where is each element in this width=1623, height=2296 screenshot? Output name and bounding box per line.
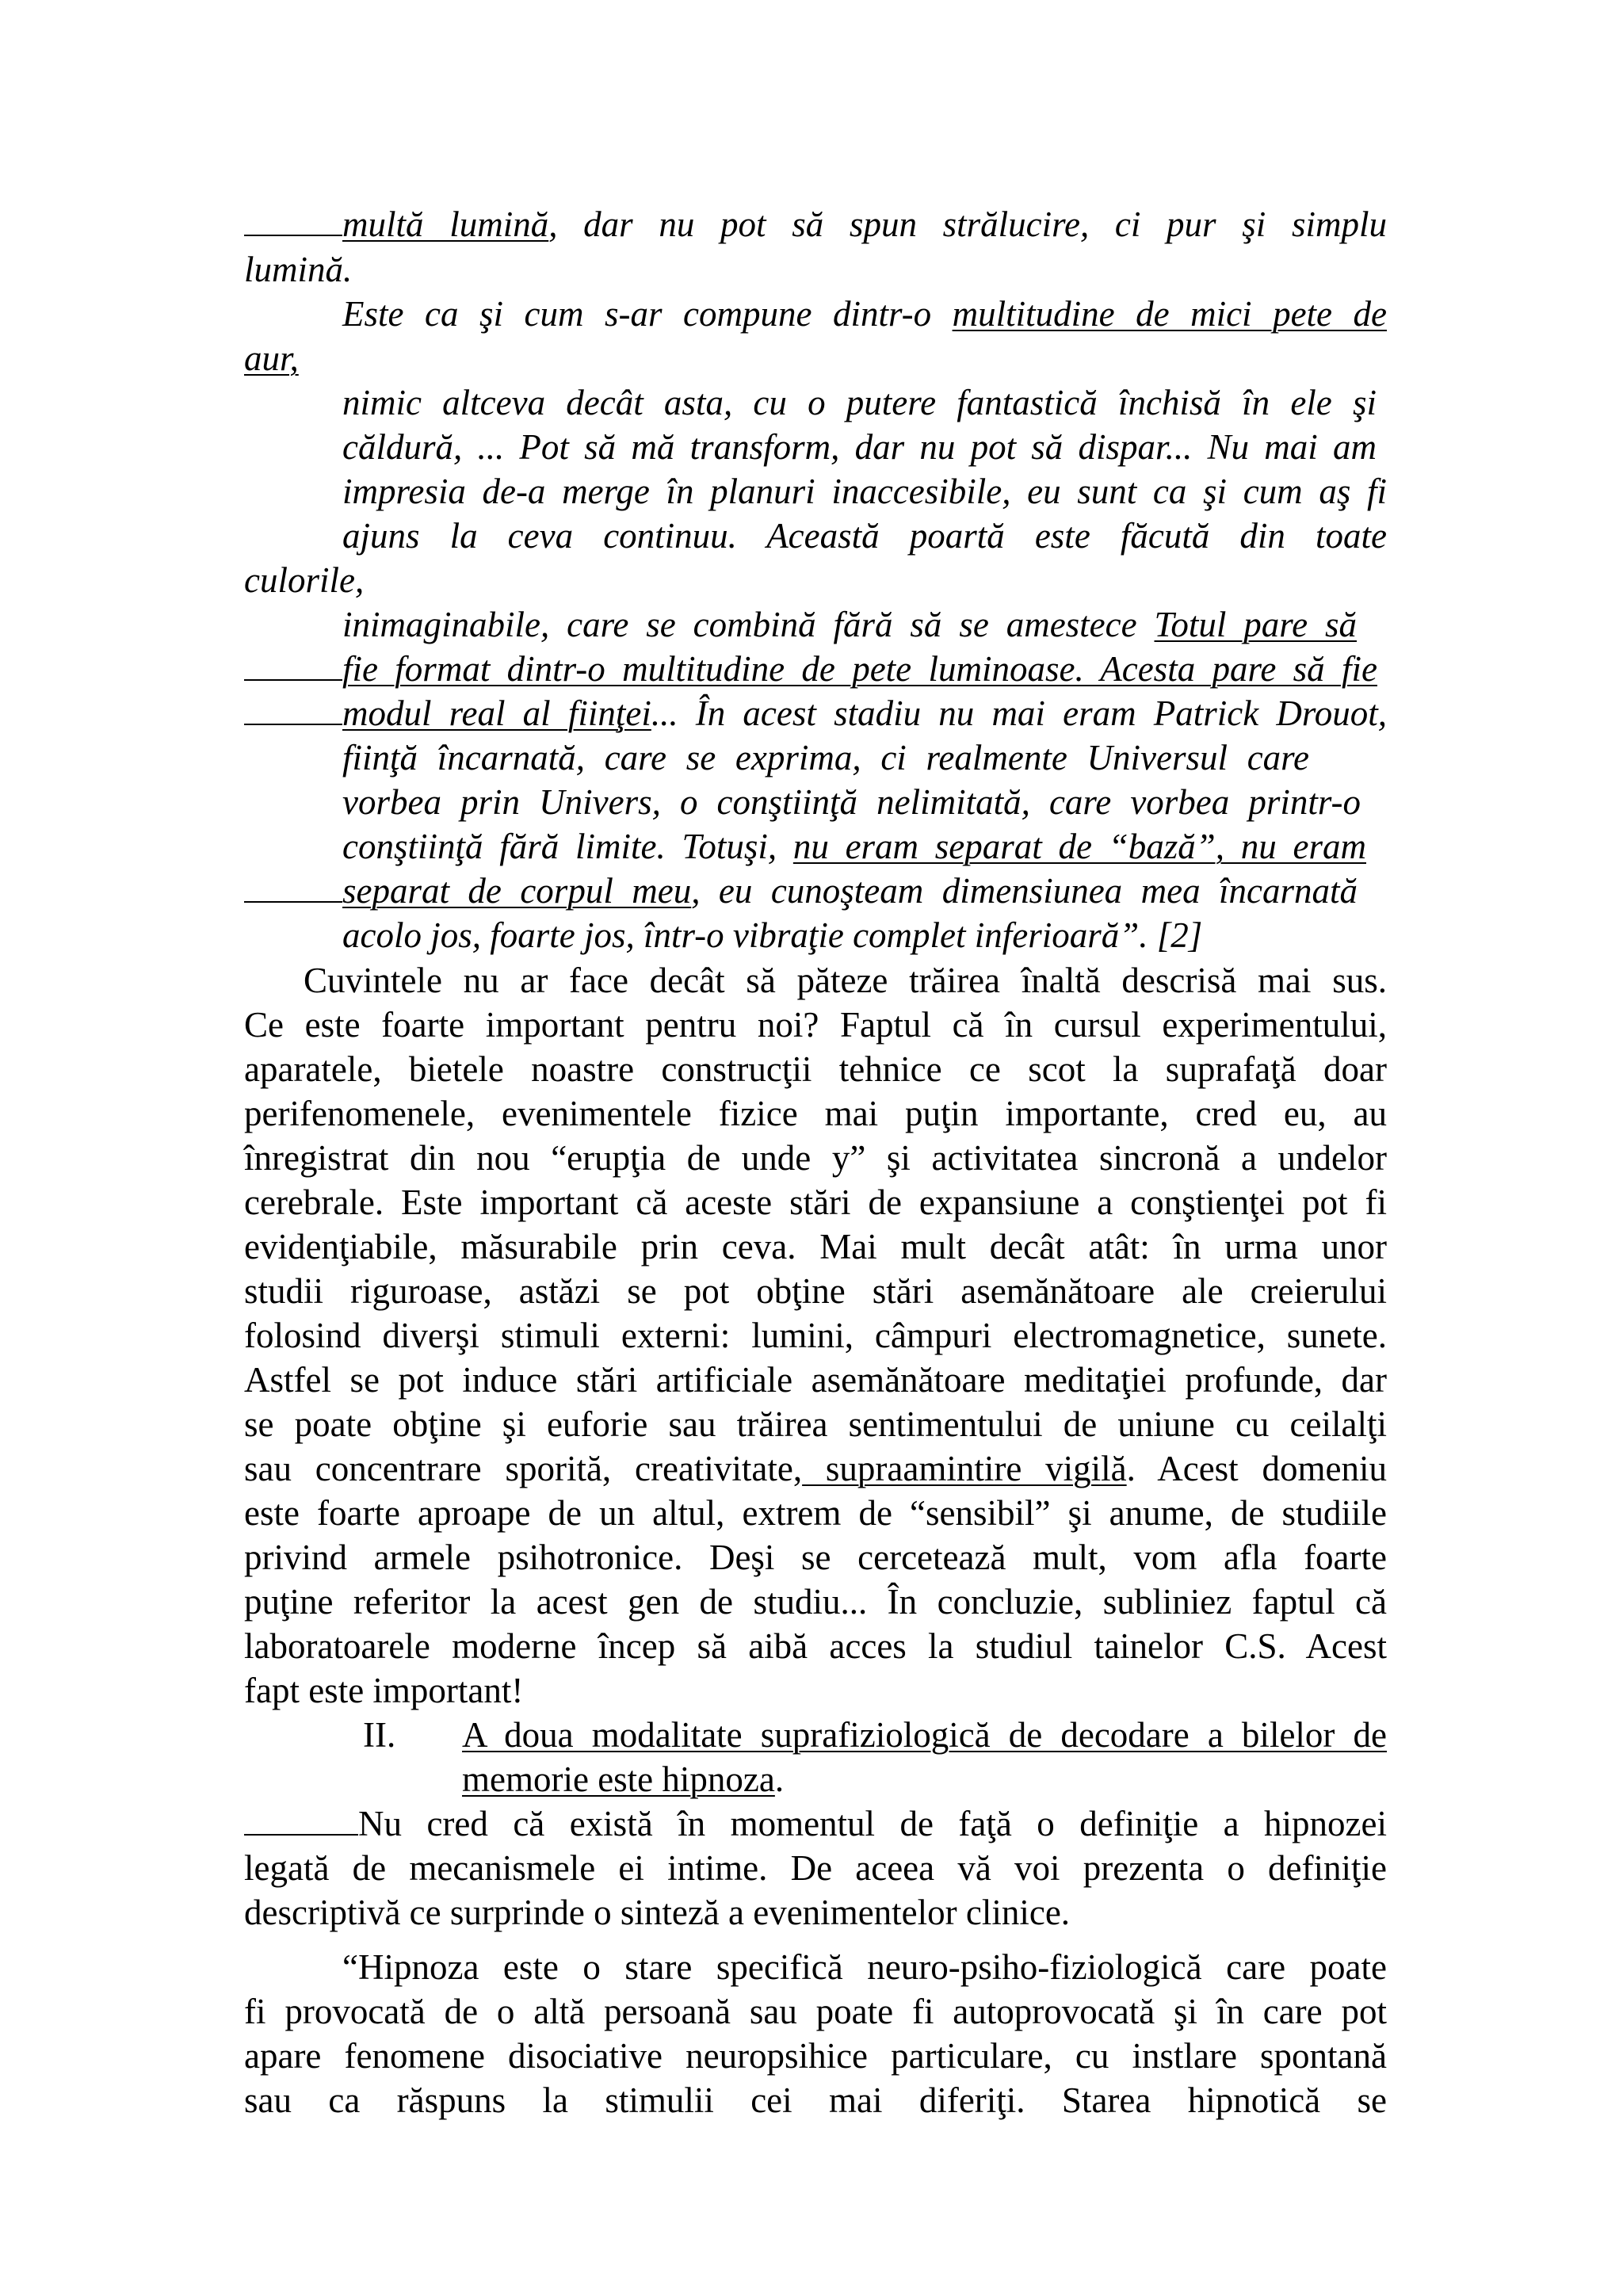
quote-line-5: nimic altceva decât asta, cu o putere fantastică închisă în ele şi [342, 383, 1377, 422]
quote-line-14: vorbea prin Univers, o conştiinţă nelimitată, care vorbea printr-o [342, 782, 1361, 822]
indent-rule [244, 724, 342, 725]
quote-line-16: separat de corpul meu, eu cunoşteam dimensiunea mea încarnată [244, 870, 1358, 911]
para2-line-3: descriptivă ce surprinde o sinteză a evenimentelor clinice. [244, 1893, 1071, 1932]
text-underline: supraamintire vigilă [802, 1449, 1127, 1488]
quote-line-3: Este ca şi cum s-ar compune dintr-o multitudine de mici pete de [342, 294, 1387, 334]
quote-line-10: inimaginabile, care se combină fără să se amestece Totul pare să [342, 605, 1357, 644]
para1-line-2: Ce este foarte important pentru noi? Faptul că în cursul experimentului, [244, 1005, 1387, 1045]
para1-line-14: privind armele psihotronice. Deşi se cercetează mult, vom afla foarte [244, 1538, 1387, 1577]
section-heading-line-1: A doua modalitate suprafiziologică de decodare a bilelor de [462, 1715, 1387, 1755]
quote-line-17: acolo jos, foarte jos, într-o vibraţie complet inferioară”. [2] [342, 915, 1203, 955]
indent-rule [244, 235, 342, 236]
para1-line-17: fapt este important! [244, 1671, 524, 1710]
para1-line-6: cerebrale. Este important că aceste stări de expansiune a conştienţei pot fi [244, 1182, 1387, 1222]
quote-underline: separat de corpul meu [342, 871, 692, 911]
quote-underline: multă lumină [342, 204, 549, 244]
para2-line-1: Nu cred că există în momentul de faţă o definiţie a hipnozei [244, 1803, 1387, 1844]
para3-line-3: apare fenomene disociative neuropsihice particulare, cu instlare spontană [244, 2036, 1387, 2076]
section-heading-underline: memorie este hipnoza [462, 1759, 775, 1799]
quote-line-2: lumină. [244, 250, 353, 289]
para1-line-3: aparatele, bietele noastre construcţii tehnice ce scot la suprafaţă doar [244, 1049, 1387, 1089]
quote-line-1: multă lumină, dar nu pot să spun strălucire, ci pur şi simplu [244, 204, 1387, 245]
para1-line-5: înregistrat din nou “erupţia de unde y” şi activitatea sincronă a undelor [244, 1138, 1387, 1178]
quote-line-15: conştiinţă fără limite. Totuşi, nu eram separat de “bază”, nu eram [342, 827, 1366, 866]
quote-line-6: căldură, ... Pot să mă transform, dar nu pot să dispar... Nu mai am [342, 427, 1377, 467]
para1-line-4: perifenomenele, evenimentele fizice mai puţin importante, cred eu, au [244, 1094, 1387, 1133]
para3-line-1: “Hipnoza este o stare specifică neuro-psiho-fiziologică care poate [342, 1947, 1387, 1987]
section-numeral: II. [363, 1715, 396, 1755]
quote-underline: multitudine de mici pete de [952, 294, 1387, 334]
quote-line-4: aur, [244, 338, 299, 378]
quote-line-7: impresia de-a merge în planuri inaccesibile, eu sunt ca şi cum aş fi [342, 472, 1387, 511]
quote-line-13: fiinţă încarnată, care se exprima, ci realmente Universul care [342, 738, 1309, 777]
quote-underline: modul real al fiinţei [342, 693, 651, 733]
quote-underline: nu eram separat de “bază”, nu eram [792, 827, 1366, 866]
para1-line-12: sau concentrare sporită, creativitate, supraamintire vigilă. Acest domeniu [244, 1449, 1387, 1488]
quote-line-9: culorile, [244, 560, 365, 600]
para2-line-2: legată de mecanismele ei intime. De aceea vă voi prezenta o definiţie [244, 1848, 1387, 1888]
para1-line-15: puţine referitor la acest gen de studiu... În concluzie, subliniez faptul că [244, 1582, 1387, 1622]
quote-underline: Totul pare să [1154, 605, 1357, 644]
para1-line-11: se poate obţine şi euforie sau trăirea sentimentului de uniune cu ceilalţi [244, 1404, 1387, 1444]
quote-line-11 [244, 648, 1377, 690]
para1-line-1: Cuvintele nu ar face decât să păteze trăirea înaltă descrisă mai sus. [304, 961, 1387, 1000]
indent-rule [244, 679, 342, 681]
para1-line-13: este foarte aproape de un altul, extrem de “sensibil” şi anume, de studiile [244, 1493, 1387, 1533]
quote-underline: fie format dintr-o multitudine de pete luminoase. Acesta pare să fie [342, 649, 1377, 689]
indent-rule [244, 1834, 358, 1836]
para3-line-4: sau ca răspuns la stimulii cei mai diferiţi. Starea hipnotică se [244, 2080, 1387, 2120]
para1-line-16: laboratoarele moderne încep să aibă acces la studiul tainelor C.S. Acest [244, 1626, 1387, 1666]
indent-rule [244, 901, 342, 903]
para1-line-9: folosind diverşi stimuli externi: lumini, câmpuri electromagnetice, sunete. [244, 1316, 1387, 1355]
para1-line-10: Astfel se pot induce stări artificiale asemănătoare meditaţiei profunde, dar [244, 1360, 1387, 1400]
quote-line-12: modul real al fiinţei... În acest stadiu nu mai eram Patrick Drouot, [244, 693, 1387, 734]
para1-line-7: evidenţiabile, măsurabile prin ceva. Mai mult decât atât: în urma unor [244, 1227, 1387, 1266]
section-heading-line-2: memorie este hipnoza. [462, 1759, 785, 1799]
para1-line-8: studii riguroase, astăzi se pot obţine stări asemănătoare ale creierului [244, 1271, 1387, 1311]
quote-line-8: ajuns la ceva continuu. Această poartă este făcută din toate [342, 516, 1387, 556]
para3-line-2: fi provocată de o altă persoană sau poate fi autoprovocată şi în care pot [244, 1992, 1387, 2031]
